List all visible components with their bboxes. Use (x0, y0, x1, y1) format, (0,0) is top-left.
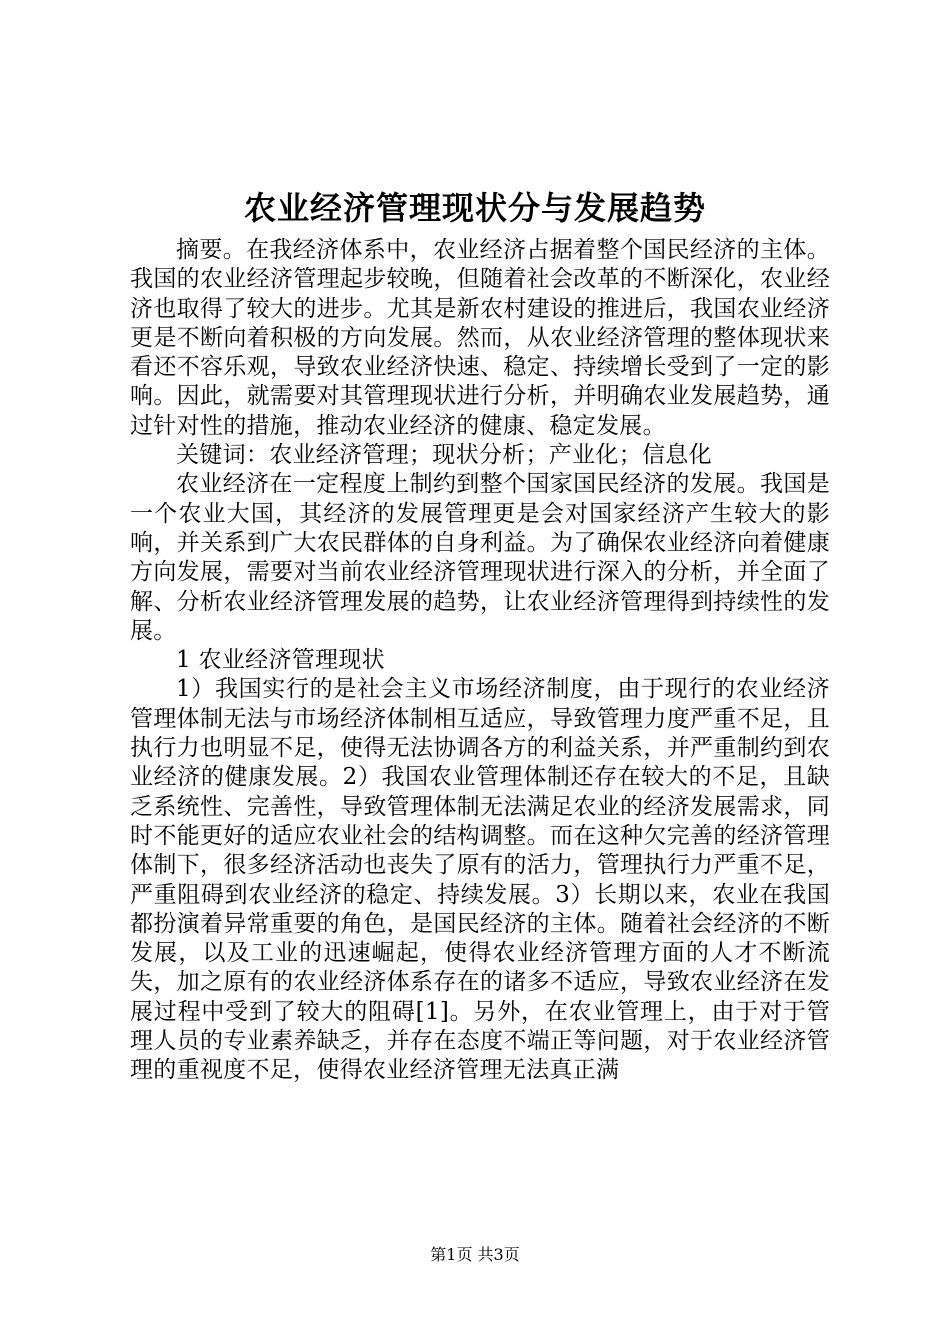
keywords-line: 关键词：农业经济管理；现状分析；产业化；信息化 (176, 442, 712, 469)
intro-paragraph: 农业经济在一定程度上制约到整个国家国民经济的发展。我国是一个农业大国，其经济的发展管理更是会对国家经济产生较大的影响，并关系到广大农民群体的自身利益。为了确保农业经济向着健康方向发展，需要对当前农业经济管理现状进行深入的分析，并全面了解、分析农业经济管理发展的趋势，让农业经济管理得到持续性的发展。 (130, 471, 830, 644)
document-body (130, 236, 830, 1086)
abstract-paragraph: 摘要。在我经济体系中，农业经济占据着整个国民经济的主体。我国的农业经济管理起步较晚，但随着社会改革的不断深化，农业经济也取得了较大的进步。尤其是新农村建设的推进后，我国农业经济更是不断向着积极的方向发展。然而，从农业经济管理的整体现状来看还不容乐观，导致农业经济快速、稳定、持续增长受到了一定的影响。因此，就需要对其管理现状进行分析，并明确农业发展趋势，通过针对性的措施，推动农业经济的健康、稳定发展。 (130, 237, 830, 439)
section-body-paragraph: 1）我国实行的是社会主义市场经济制度，由于现行的农业经济管理体制无法与市场经济体制相互适应，导致管理力度严重不足，且执行力也明显不足，使得无法协调各方的利益关系，并严重制约到农业经济的健康发展。2）我国农业管理体制还存在较大的不足，且缺乏系统性、完善性，导致管理体制无法满足农业的经济发展需求，同时不能更好的适应农业社会的结构调整。而在这种欠完善的经济管理体制下，很多经济活动也丧失了原有的活力，管理执行力严重不足，严重阻碍到农业经济的稳定、持续发展。3）长期以来，农业在我国都扮演着异常重要的角色，是国民经济的主体。随着社会经济的不断发展，以及工业的迅速崛起，使得农业经济管理方面的人才不断流失，加之原有的农业经济体系存在的诸多不适应，导致农业经济在发展过程中受到了较大的阻碍[1]。另外，在农业管理上，由于对于管理人员的专业素养缺乏，并存在态度不端正等问题，对于农业经济管理的重视度不足，使得农业经济管理无法真正满 (130, 676, 830, 1084)
document-title: 农业经济管理现状分与发展趋势 (243, 189, 706, 227)
page-number-footer: 第1页 共3页 (430, 1245, 520, 1264)
section-heading: 1 农业经济管理现状 (176, 647, 385, 674)
